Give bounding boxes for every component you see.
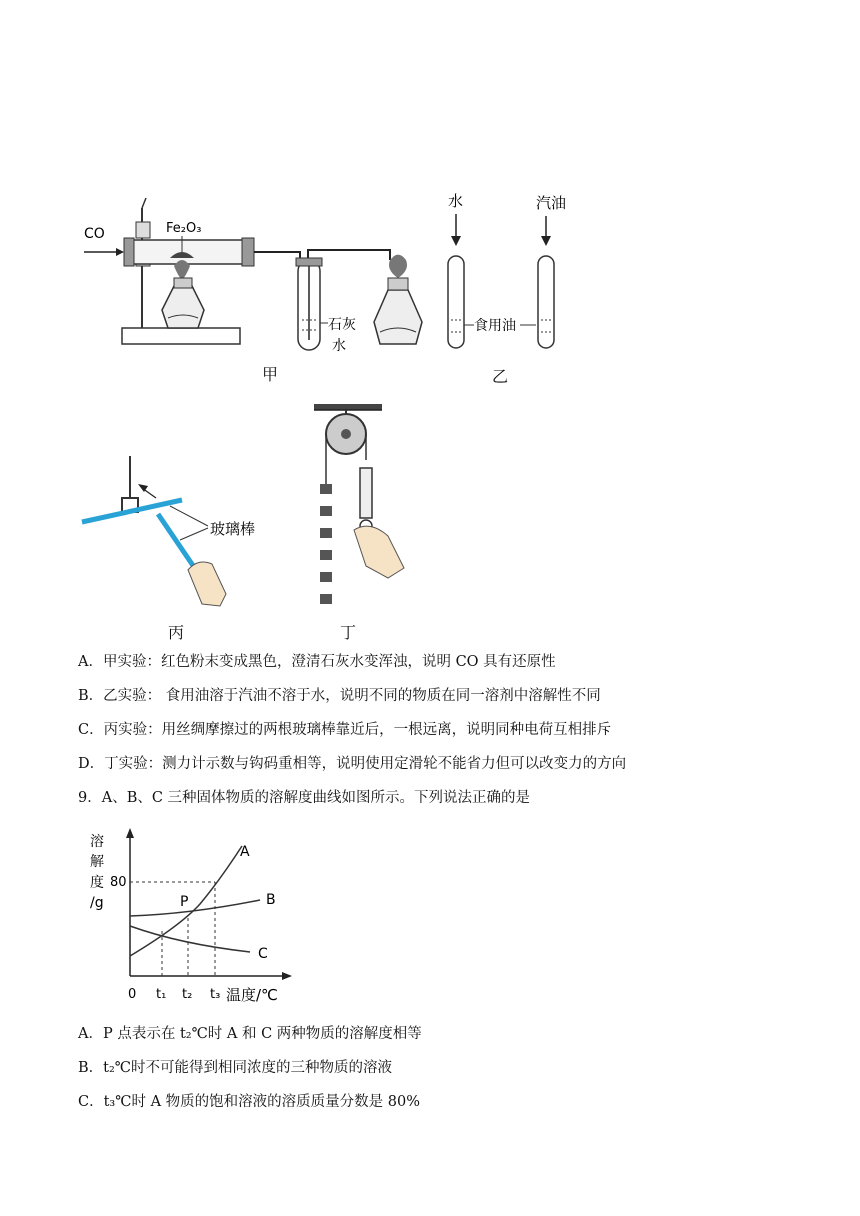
hand-bing [188,562,226,606]
limewater-label-1: 石灰 [328,317,356,333]
q9-option-b: B．t₂℃时不可能得到相同浓度的三种物质的溶液 [78,1060,393,1076]
x-axis-label: 温度/℃ [226,986,278,1004]
q8-option-d: D．丁实验：测力计示数与钩码重相等，说明使用定滑轮不能省力但可以改变力的方向 [78,756,627,772]
curve-b [130,900,260,916]
experiment-figure-middle [70,398,430,618]
series-label-b: B [266,892,276,908]
co-label: CO [84,226,105,242]
x-tick-t1: t₁ [156,987,167,1002]
alcohol-lamp-2 [374,290,422,344]
q8-option-c: C．丙实验：用丝绸摩擦过的两根玻璃棒靠近后，一根远离，说明同种电荷互相排斥 [78,722,612,738]
point-p-label: P [180,894,189,910]
alcohol-lamp-1 [162,286,204,328]
ylabel-char-4: /g [90,895,104,911]
reaction-tube [130,240,250,264]
ylabel-char-3: 度 [90,875,104,891]
spring-scale [360,468,372,518]
glass-rod-hanging [82,500,182,522]
label-bing: 丙 [168,623,185,642]
stand-base [122,328,240,344]
fe2o3-label: Fe₂O₃ [166,221,202,236]
limewater-label-2: 水 [332,338,346,354]
cooking-oil-label: 食用油 [474,318,516,334]
glass-rod-label: 玻璃棒 [210,520,256,538]
hook-weights [320,484,332,604]
ylabel-char-1: 溶 [90,834,104,850]
x-tick-0: 0 [128,987,137,1002]
q9-option-a: A．P 点表示在 t₂℃时 A 和 C 两种物质的溶解度相等 [78,1026,422,1042]
hand-ding [354,526,404,578]
test-tube-water [448,256,464,348]
solubility-chart [80,826,300,1006]
series-label-a: A [240,844,250,860]
gasoline-label: 汽油 [536,194,567,212]
q8-option-b: B．乙实验： 食用油溶于汽油不溶于水，说明不同的物质在同一溶剂中溶解性不同 [78,688,601,704]
x-tick-t3: t₃ [210,987,221,1002]
test-tube-gasoline [538,256,554,348]
x-tick-t2: t₂ [182,987,193,1002]
experiment-figure-top [70,180,610,380]
ylabel-char-2: 解 [90,854,104,870]
glass-rod-hand [158,514,196,570]
label-jia: 甲 [262,365,279,384]
water-label: 水 [448,192,464,210]
label-yi: 乙 [492,367,509,386]
q8-option-a: A．甲实验：红色粉末变成黑色，澄清石灰水变浑浊，说明 CO 具有还原性 [78,654,556,670]
label-ding: 丁 [340,623,357,642]
y-tick-80: 80 [110,875,127,890]
series-label-c: C [258,946,268,962]
q9-stem: 9．A、B、C 三种固体物质的溶解度曲线如图所示。下列说法正确的是 [78,790,531,806]
curve-c [130,926,250,952]
q9-option-c: C．t₃℃时 A 物质的饱和溶液的溶质质量分数是 80% [78,1094,420,1110]
